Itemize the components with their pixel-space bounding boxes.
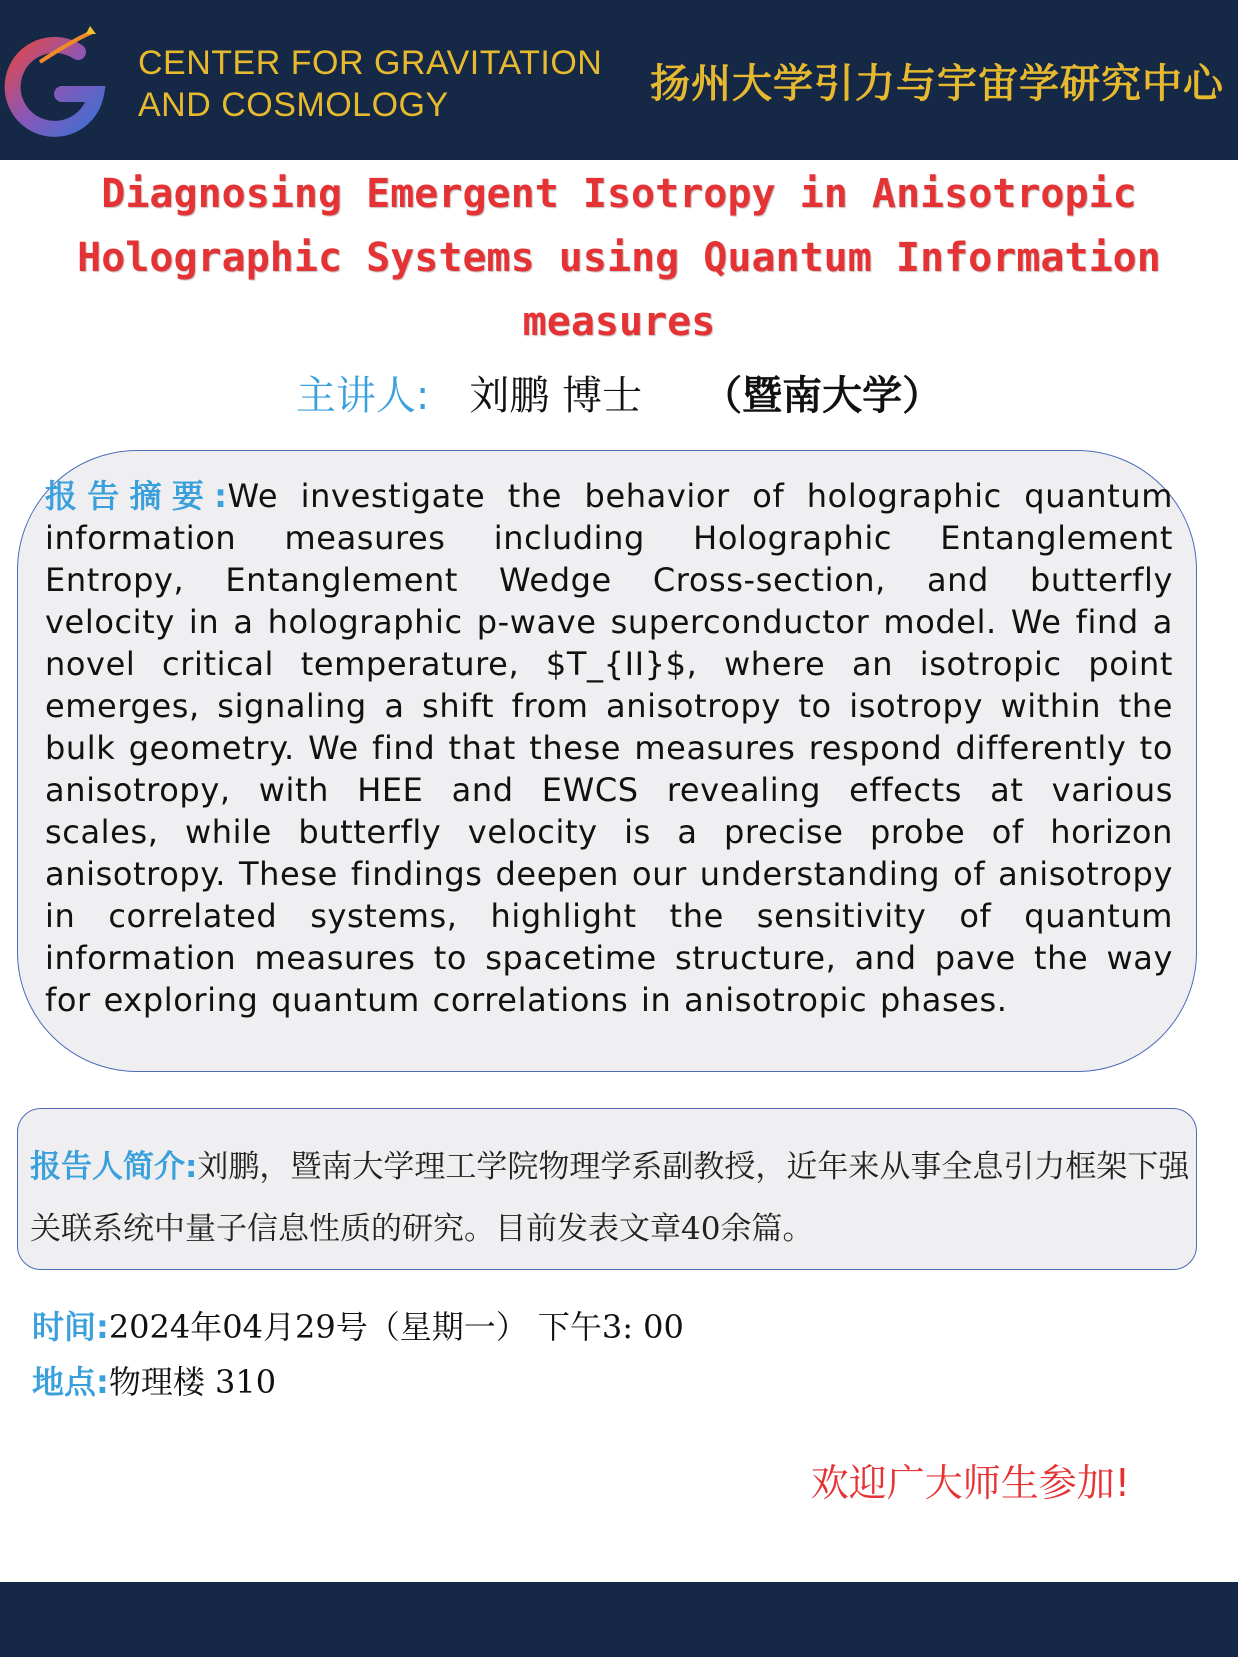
speaker-bio bbox=[30, 1136, 1190, 1260]
abstract-body: We investigate the behavior of holographic quantum information measures including Holographic Entanglement Entropy, Entanglement Wedge Cross-section, and butterfly velocity in a holographic p-wave superconductor model. We find a novel critical temperature, $T_{II}$, where an isotropic point emerges, signaling a shift from anisotropy to isotropy within the bulk geometry. We find that these measures respond differently to anisotropy, with HEE and EWCS revealing effects at various scales, while butterfly velocity is a precise probe of horizon anisotropy. These findings deepen our understanding of anisotropy in correlated systems, highlight the sensitivity of quantum information measures to spacetime structure, and pave the way for exploring quantum correlations in anisotropic phases. bbox=[45, 477, 1173, 1019]
bio-label: 报告人简介: bbox=[30, 1149, 198, 1185]
abstract-label: 报告摘要: bbox=[45, 477, 228, 515]
time-value: 2024年04月29号（星期一） 下午3: 00 bbox=[108, 1308, 684, 1346]
place-line bbox=[32, 1357, 276, 1407]
center-name-en bbox=[138, 42, 602, 126]
center-name-line1: CENTER FOR GRAVITATION bbox=[138, 44, 603, 82]
welcome-text: 欢迎广大师生参加! bbox=[810, 1461, 1130, 1505]
gravitation-logo-icon bbox=[0, 22, 110, 142]
abstract-text bbox=[45, 475, 1173, 1021]
center-name-line2: AND COSMOLOGY bbox=[138, 86, 449, 124]
time-line bbox=[32, 1302, 684, 1352]
title-line-1: Diagnosing Emergent Isotropy in Anisotropic bbox=[101, 171, 1137, 217]
speaker-name: 刘鹏 博士 bbox=[469, 373, 643, 419]
speaker-label: 主讲人: bbox=[295, 373, 430, 419]
footer-banner bbox=[0, 1582, 1238, 1657]
title-line-3: measures bbox=[522, 299, 716, 345]
header-banner bbox=[0, 0, 1238, 160]
talk-title bbox=[40, 162, 1198, 354]
place-value: 物理楼 310 bbox=[108, 1363, 277, 1401]
place-label: 地点: bbox=[32, 1363, 109, 1401]
time-label: 时间: bbox=[32, 1308, 109, 1346]
title-line-2: Holographic Systems using Quantum Information bbox=[77, 235, 1161, 281]
center-name-cn: 扬州大学引力与宇宙学研究中心 bbox=[650, 60, 1224, 107]
speaker-line bbox=[0, 366, 1238, 426]
speaker-affiliation: （暨南大学） bbox=[702, 373, 943, 419]
bio-body: 刘鹏，暨南大学理工学院物理学系副教授，近年来从事全息引力框架下强关联系统中量子信息性质的研究。目前发表文章40余篇。 bbox=[30, 1149, 1190, 1247]
